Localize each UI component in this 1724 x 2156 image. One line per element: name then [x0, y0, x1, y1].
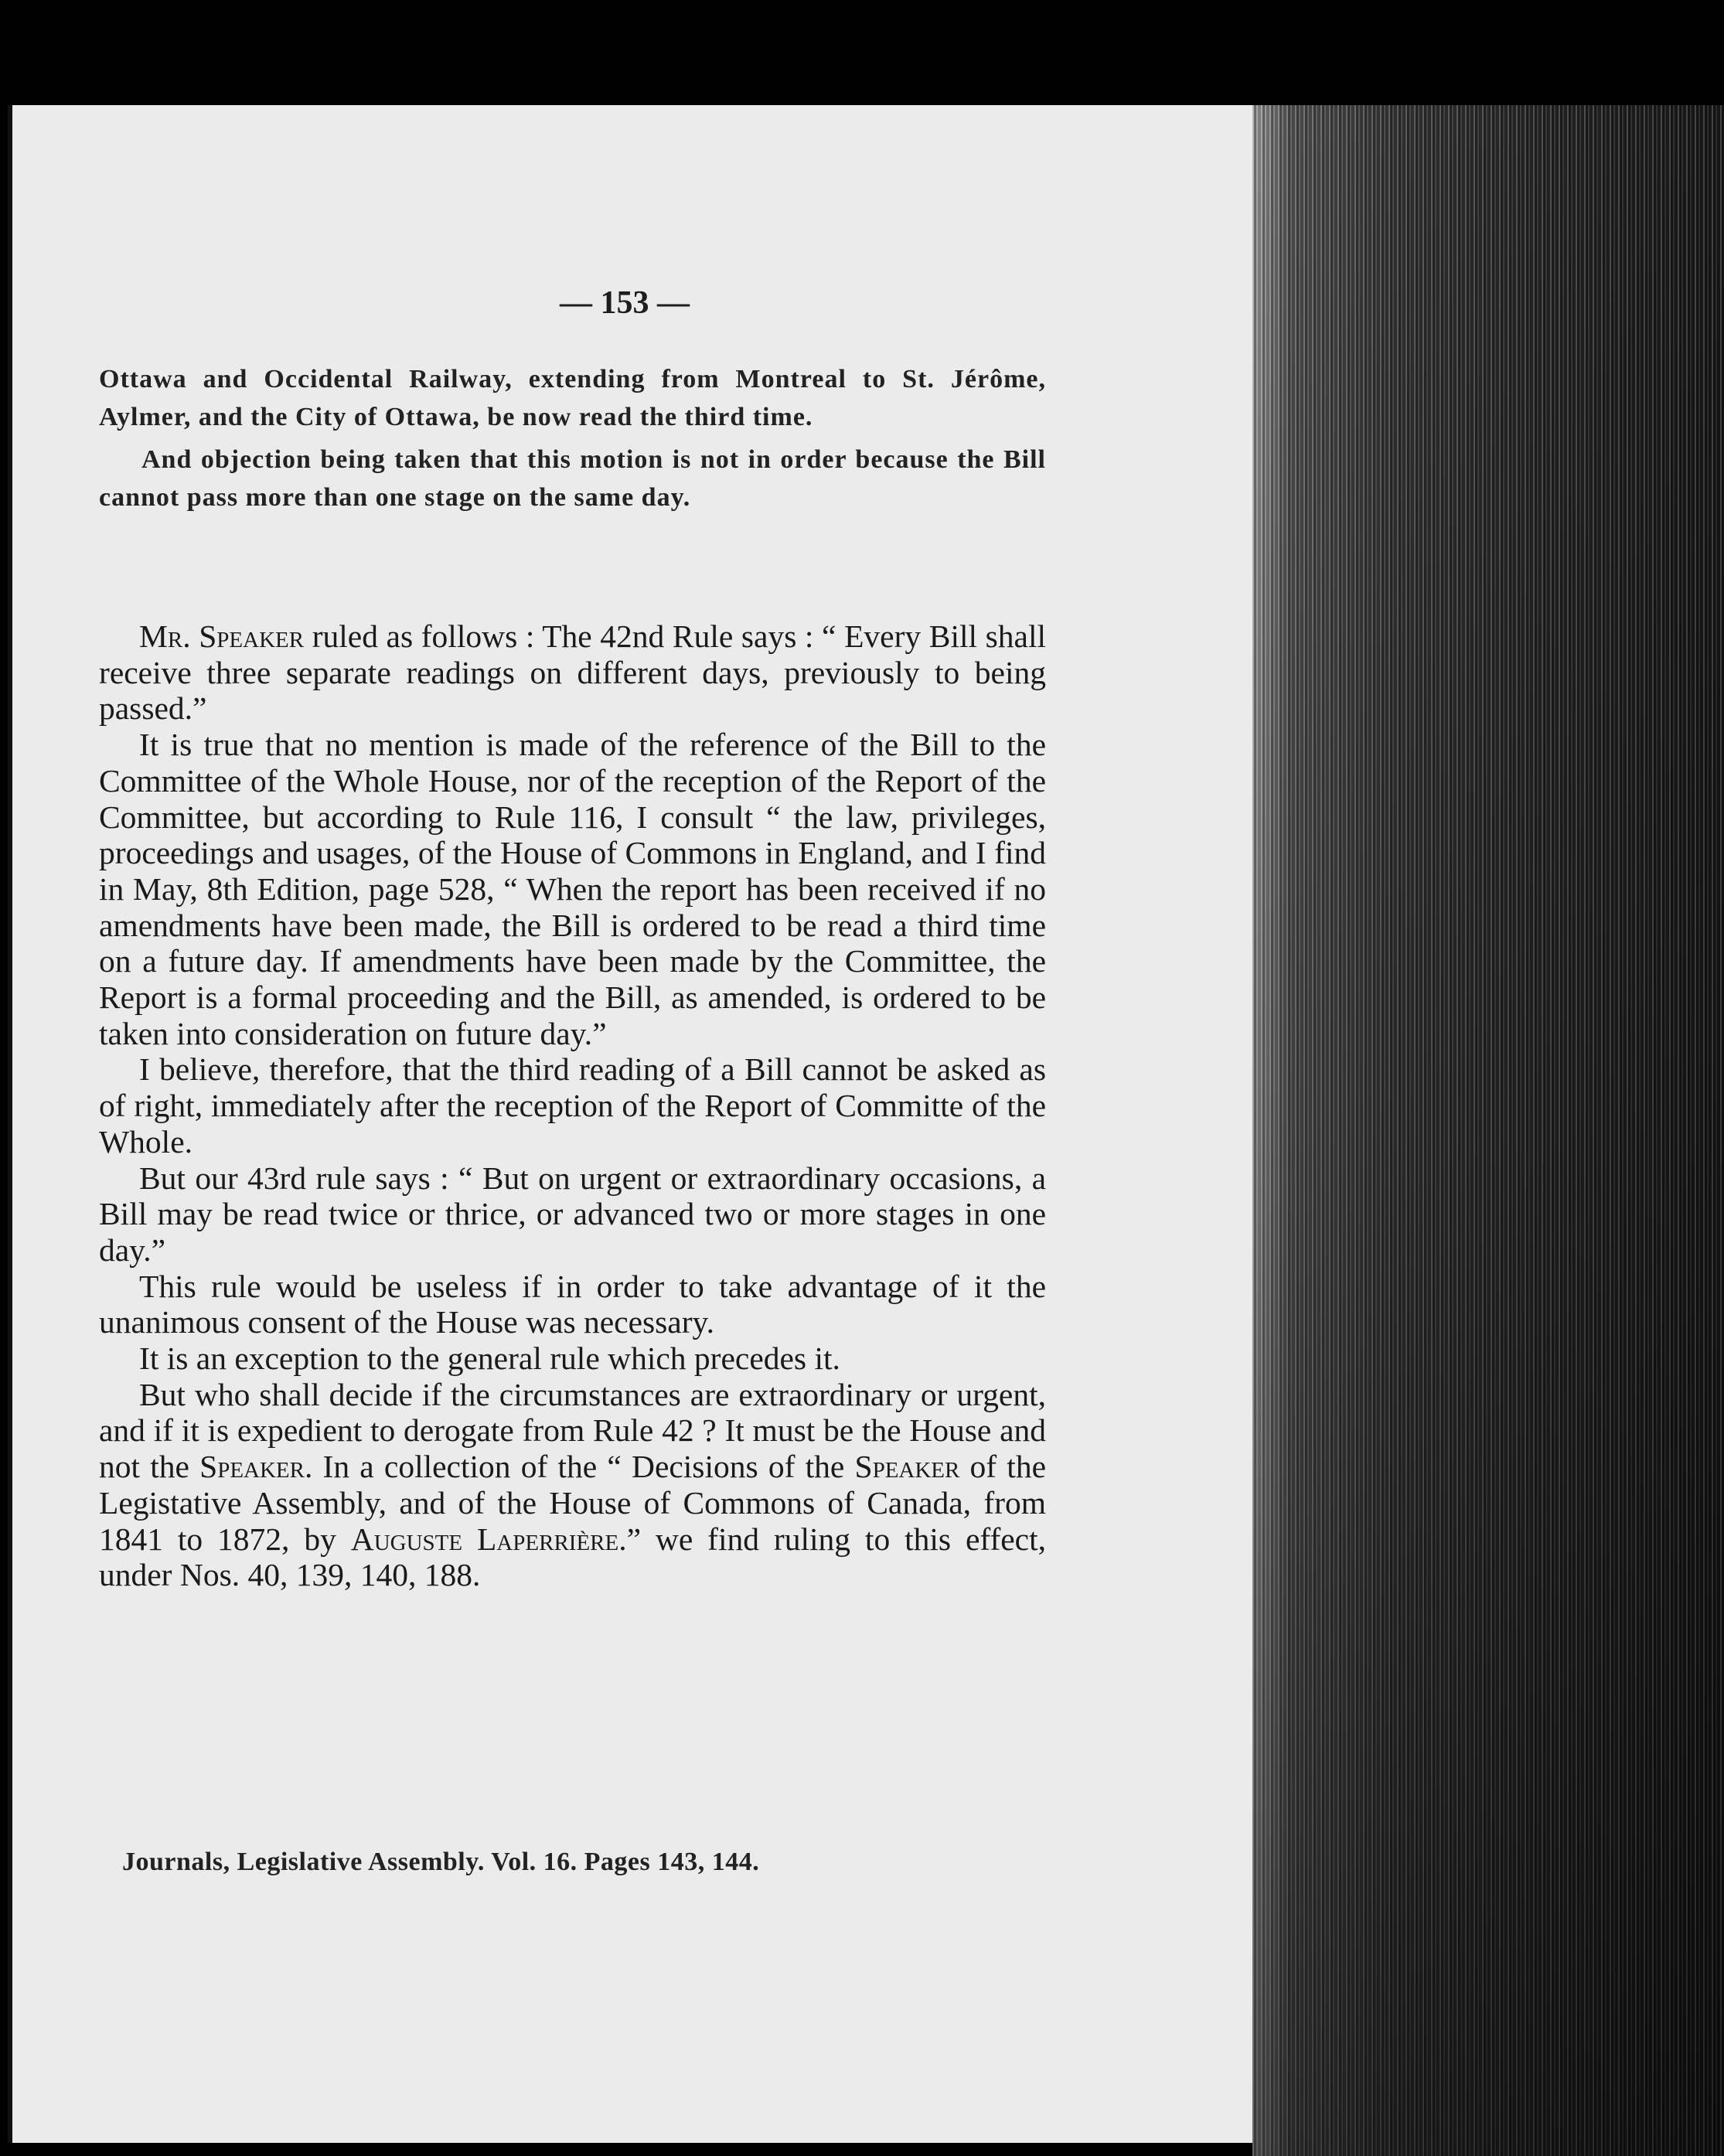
ruling-paragraph-7-c: of the Legistative Assembly, and of the House of Commons of Canada, from 1841 to 1872, by: [99, 1449, 1047, 1557]
page-number: — 153 —: [560, 285, 690, 321]
ruling-paragraph-7-d: .” we find ruling to this effect, under Nos. 40, 139, 140, 188.: [99, 1521, 1047, 1593]
author-name: Auguste Laperrière: [350, 1521, 619, 1557]
ruling-paragraph-1-text: ruled as follows : The 42nd Rule says : “ Every Bill shall receive three separate readings on different days, previously to being passed.”: [99, 618, 1047, 727]
ruling-paragraph-7-b: . In a collection of the “ Decisions of the: [304, 1449, 855, 1485]
speaker-name: Mr. Speaker: [139, 618, 305, 654]
intro-block: [99, 360, 1046, 516]
ruling-paragraph-7-a: But who shall decide if the circumstances are extraordinary or urgent, and if it is expedient to derogate from Rule 42 ? It must be the House and not the: [99, 1376, 1046, 1485]
ruling-paragraph-4: But our 43rd rule says : “ But on urgent or extraordinary occasions, a Bill may be read twice or thrice, or advanced two or more stages in one day.”: [99, 1160, 1046, 1268]
ruling-paragraph-7: [99, 1377, 1046, 1593]
intro-paragraph-2: And objection being taken that this motion is not in order because the Bill cannot pass more than one stage on the same day.: [99, 445, 1046, 512]
ruling-paragraph-3: I believe, therefore, that the third reading of a Bill cannot be asked as of right, immediately after the reception of the Report of Committe of the Whole.: [99, 1051, 1046, 1160]
book-edge-shadow: [1252, 105, 1724, 2156]
ruling-paragraph-5: This rule would be useless if in order to take advantage of it the unanimous consent of the House was necessary.: [99, 1268, 1046, 1340]
ruling-text: [99, 618, 1046, 1593]
ruling-paragraph-2: It is true that no mention is made of the reference of the Bill to the Committee of the Whole House, nor of the reception of the Report of the Committee, but according to Rule 116, I consult “ the law, privileges, proceedings and usages, of the House of Commons in England, and I find in May, 8th Edition, page 528, “ When the report has been received if no amendments have been made, the Bill is ordered to be read a third time on a future day. If amendments have been made by the Committee, the Report is a formal proceeding and the Bill, as amended, is ordered to be taken into consideration on future day.”: [99, 727, 1046, 1051]
intro-paragraph-1: Ottawa and Occidental Railway, extending from Montreal to St. Jérôme, Aylmer, and the City of Ottawa, be now read the third time.: [99, 365, 1046, 431]
speaker-term-2: Speaker: [854, 1449, 960, 1485]
ruling-paragraph-1: [99, 618, 1046, 727]
speaker-term-1: Speaker: [199, 1449, 305, 1485]
ruling-paragraph-6: It is an exception to the general rule which precedes it.: [139, 1340, 840, 1377]
source-citation: Journals, Legislative Assembly. Vol. 16. Pages 143, 144.: [122, 1848, 760, 1876]
